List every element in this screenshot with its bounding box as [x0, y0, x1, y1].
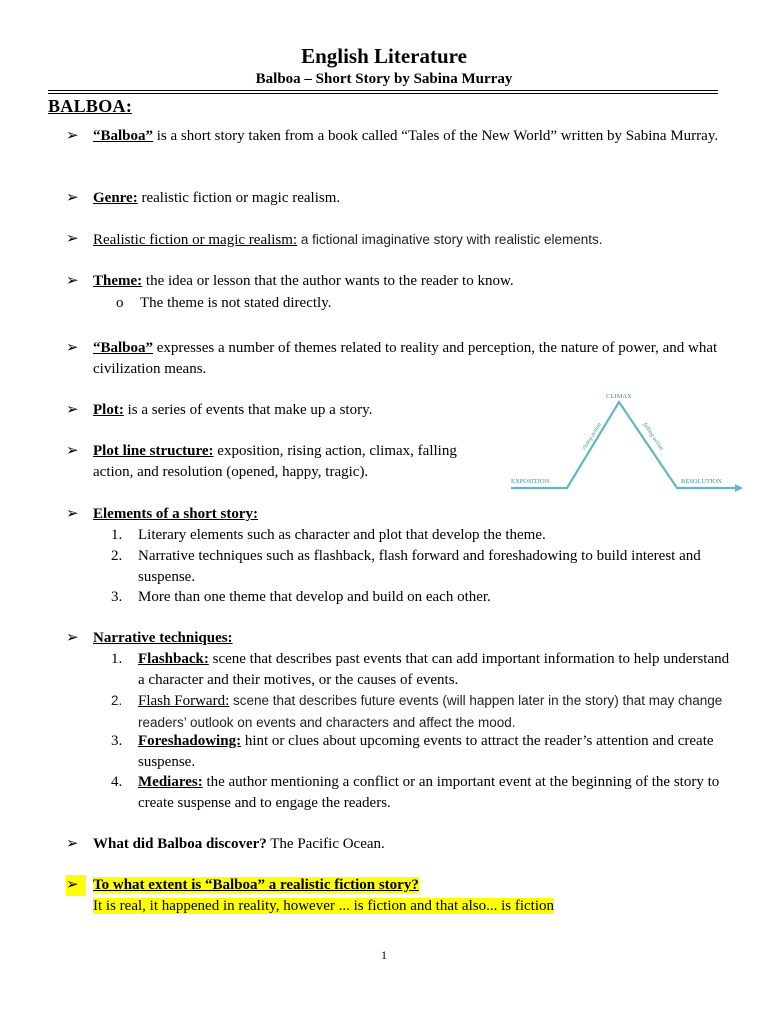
- technique-text: the author mentioning a conflict or an important event at the beginning of the story to create suspense and to engage the readers.: [138, 774, 720, 811]
- arrow-bullet-icon: ➢: [66, 506, 79, 522]
- technique-term: Flash Forward:: [138, 693, 230, 709]
- bullet-plot-line: [66, 441, 486, 483]
- arrow-bullet-icon: ➢: [66, 340, 79, 356]
- list-number: 2.: [111, 548, 123, 564]
- arrow-bullet-icon: ➢: [66, 630, 79, 646]
- bullet-term: To what extent is “Balboa” a realistic fiction story?: [93, 877, 419, 893]
- document-subtitle: Balboa – Short Story by Sabina Murray: [255, 71, 513, 87]
- list-item-text: More than one theme that develop and build on each other.: [138, 589, 491, 605]
- technique-term: Flashback:: [138, 651, 209, 667]
- bullet-plot: [66, 400, 466, 421]
- arrow-bullet-icon: ➢: [66, 875, 86, 896]
- bullet-term: Realistic fiction or magic realism:: [93, 232, 298, 248]
- list-number: 3.: [111, 733, 123, 749]
- bullet-balboa-intro: [66, 126, 746, 147]
- plot-line: [511, 402, 735, 488]
- bullet-theme: [66, 271, 746, 292]
- diagram-exposition-label: EXPOSITION: [511, 478, 550, 485]
- bullet-term: Plot line structure:: [93, 443, 214, 459]
- bullet-term: Plot:: [93, 402, 124, 418]
- technique-text: hint or clues about upcoming events to attract the reader’s attention and create suspense.: [138, 733, 714, 770]
- bullet-text: a fictional imaginative story with realistic elements.: [297, 232, 603, 247]
- arrow-bullet-icon: ➢: [66, 402, 79, 418]
- arrow-bullet-icon: ➢: [66, 128, 79, 144]
- bullet-text: The Pacific Ocean.: [266, 836, 385, 852]
- diagram-rising-label: rising action: [581, 422, 603, 452]
- bullet-text: realistic fiction or magic realism.: [137, 190, 341, 206]
- double-rule-bottom: [48, 93, 718, 94]
- list-item: [111, 546, 731, 588]
- sub-bullet-text: The theme is not stated directly.: [140, 295, 332, 311]
- section-heading: BALBOA:: [48, 96, 133, 116]
- page-number: 1: [381, 948, 387, 962]
- bullet-discovery: [66, 834, 746, 855]
- arrow-bullet-icon: ➢: [66, 231, 79, 247]
- circle-bullet-icon: o: [116, 295, 124, 311]
- bullet-text: exposition, rising action, climax, falling action, and resolution (opened, happy, tragic).: [93, 443, 457, 480]
- list-number: 2.: [111, 693, 123, 708]
- bullet-text: is a series of events that make up a story.: [123, 402, 373, 418]
- plot-structure-diagram: [505, 384, 751, 512]
- technique-text: scene that describes future events (will happen later in the story) that may change readers’ outlook on events and characters and affect the mood.: [138, 693, 723, 730]
- technique-term: Foreshadowing:: [138, 733, 242, 749]
- list-number: 1.: [111, 651, 123, 667]
- bullet-text: expresses a number of themes related to reality and perception, the nature of power, and what civilization means.: [93, 340, 718, 377]
- answer-text: It is real, it happened in reality, however ... is fiction and that also... is fiction: [93, 898, 554, 914]
- diagram-falling-label: falling action: [641, 421, 665, 452]
- plot-arrowhead: [735, 484, 743, 492]
- arrow-bullet-icon: ➢: [66, 443, 79, 459]
- bullet-text: the idea or lesson that the author wants to the reader to know.: [142, 273, 514, 289]
- diagram-resolution-label: RESOLUTION: [681, 478, 722, 485]
- arrow-bullet-icon: ➢: [66, 273, 79, 289]
- bullet-balboa-themes: [66, 338, 746, 380]
- list-item-text: Literary elements such as character and plot that develop the theme.: [138, 527, 546, 543]
- technique-term: Mediares:: [138, 774, 203, 790]
- bullet-realistic-fiction: [66, 229, 746, 251]
- bullet-text: is a short story taken from a book called “Tales of the New World” written by Sabina Murray.: [153, 128, 719, 144]
- bullet-term: Narrative techniques:: [93, 630, 233, 646]
- list-item: [111, 587, 731, 608]
- list-number: 1.: [111, 527, 123, 543]
- technique-text: scene that describes past events that can add important information to help understand a character and their motives, or the causes of events.: [138, 651, 730, 688]
- bullet-genre: [66, 188, 746, 209]
- arrow-bullet-icon: ➢: [66, 836, 79, 852]
- bullet-term: “Balboa”: [93, 340, 154, 356]
- bullet-term: “Balboa”: [93, 128, 154, 144]
- arrow-bullet-icon: ➢: [66, 190, 79, 206]
- bullet-term: What did Balboa discover?: [93, 836, 267, 852]
- list-number: 3.: [111, 589, 123, 605]
- sub-bullet-theme: [116, 293, 331, 314]
- list-item: [111, 731, 731, 773]
- list-item-text: Narrative techniques such as flashback, flash forward and foreshadowing to build interest and suspense.: [138, 548, 701, 585]
- bullet-term: Theme:: [93, 273, 143, 289]
- double-rule-top: [48, 90, 718, 91]
- list-item: [111, 690, 731, 734]
- bullet-narrative-techniques: [66, 628, 746, 649]
- list-item: [111, 525, 731, 546]
- bullet-elements: [66, 504, 746, 525]
- list-item: [111, 649, 731, 691]
- list-number: 4.: [111, 774, 123, 790]
- bullet-realistic-extent: [66, 875, 746, 917]
- document-title: English Literature: [301, 44, 467, 68]
- diagram-climax-label: CLIMAX: [606, 393, 632, 400]
- list-item: [111, 772, 731, 814]
- bullet-term: Genre:: [93, 190, 138, 206]
- bullet-term: Elements of a short story:: [93, 506, 258, 522]
